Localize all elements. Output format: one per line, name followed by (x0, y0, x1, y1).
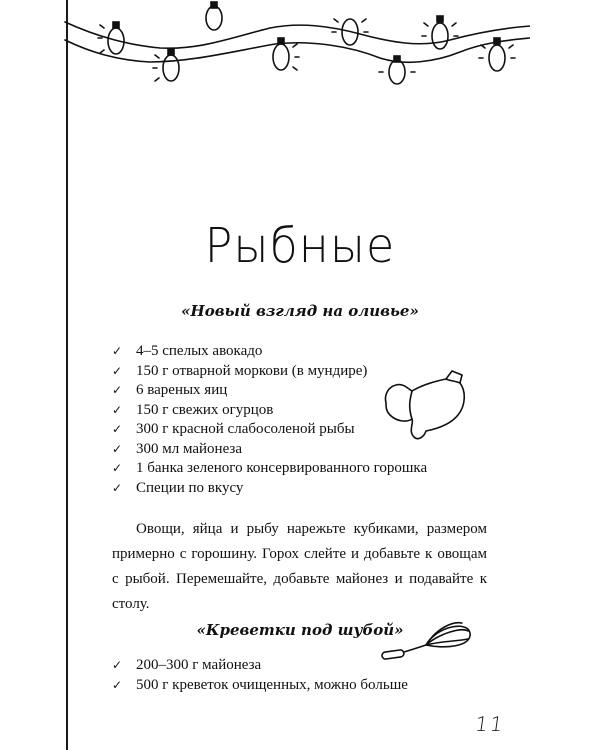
list-item: ✓ 200–300 г майонеза (112, 656, 408, 676)
recipe-instructions: Овощи, яйца и рыбу нарежьте кубиками, размером примерно с горошину. Горох слейте и добавьте к овощам с рыбой. Перемешайте, добавьте майонез и подавайте к столу. (112, 521, 487, 612)
check-icon: ✓ (112, 422, 123, 436)
list-item: ✓ 500 г креветок очищенных, можно больше (112, 676, 408, 696)
list-item: ✓ 6 вареных яиц (112, 381, 427, 401)
list-item: ✓ 150 г свежих огурцов (112, 401, 427, 421)
ingredient-list (112, 656, 408, 695)
check-icon: ✓ (112, 480, 123, 495)
recipe-title: «Креветки под шубой» (196, 621, 404, 639)
check-icon: ✓ (112, 363, 123, 378)
check-icon: ✓ (112, 441, 123, 456)
check-icon: ✓ (112, 677, 123, 692)
list-item: ✓ 1 банка зеленого консервированного горошка (112, 459, 427, 479)
section-title: Рыбные (204, 216, 396, 274)
check-icon: ✓ (112, 344, 123, 358)
whisk-icon (378, 615, 478, 670)
oven-mitt-icon (378, 365, 470, 443)
list-item: ✓ 150 г отварной моркови (в мундире) (112, 362, 427, 382)
check-icon: ✓ (112, 383, 123, 397)
list-item: ✓ 4–5 спелых авокадо (112, 342, 427, 362)
check-icon: ✓ (112, 402, 123, 417)
page-number: 11 (473, 712, 507, 736)
list-item: ✓ 300 мл майонеза (112, 440, 427, 460)
check-icon: ✓ (112, 461, 123, 475)
string-lights-icon (60, 0, 530, 100)
list-item: ✓ 300 г красной слабосоленой рыбы (112, 420, 427, 440)
list-item: ✓ Специи по вкусу (112, 479, 427, 499)
check-icon: ✓ (112, 658, 123, 672)
recipe-title: «Новый взгляд на оливье» (181, 302, 419, 320)
